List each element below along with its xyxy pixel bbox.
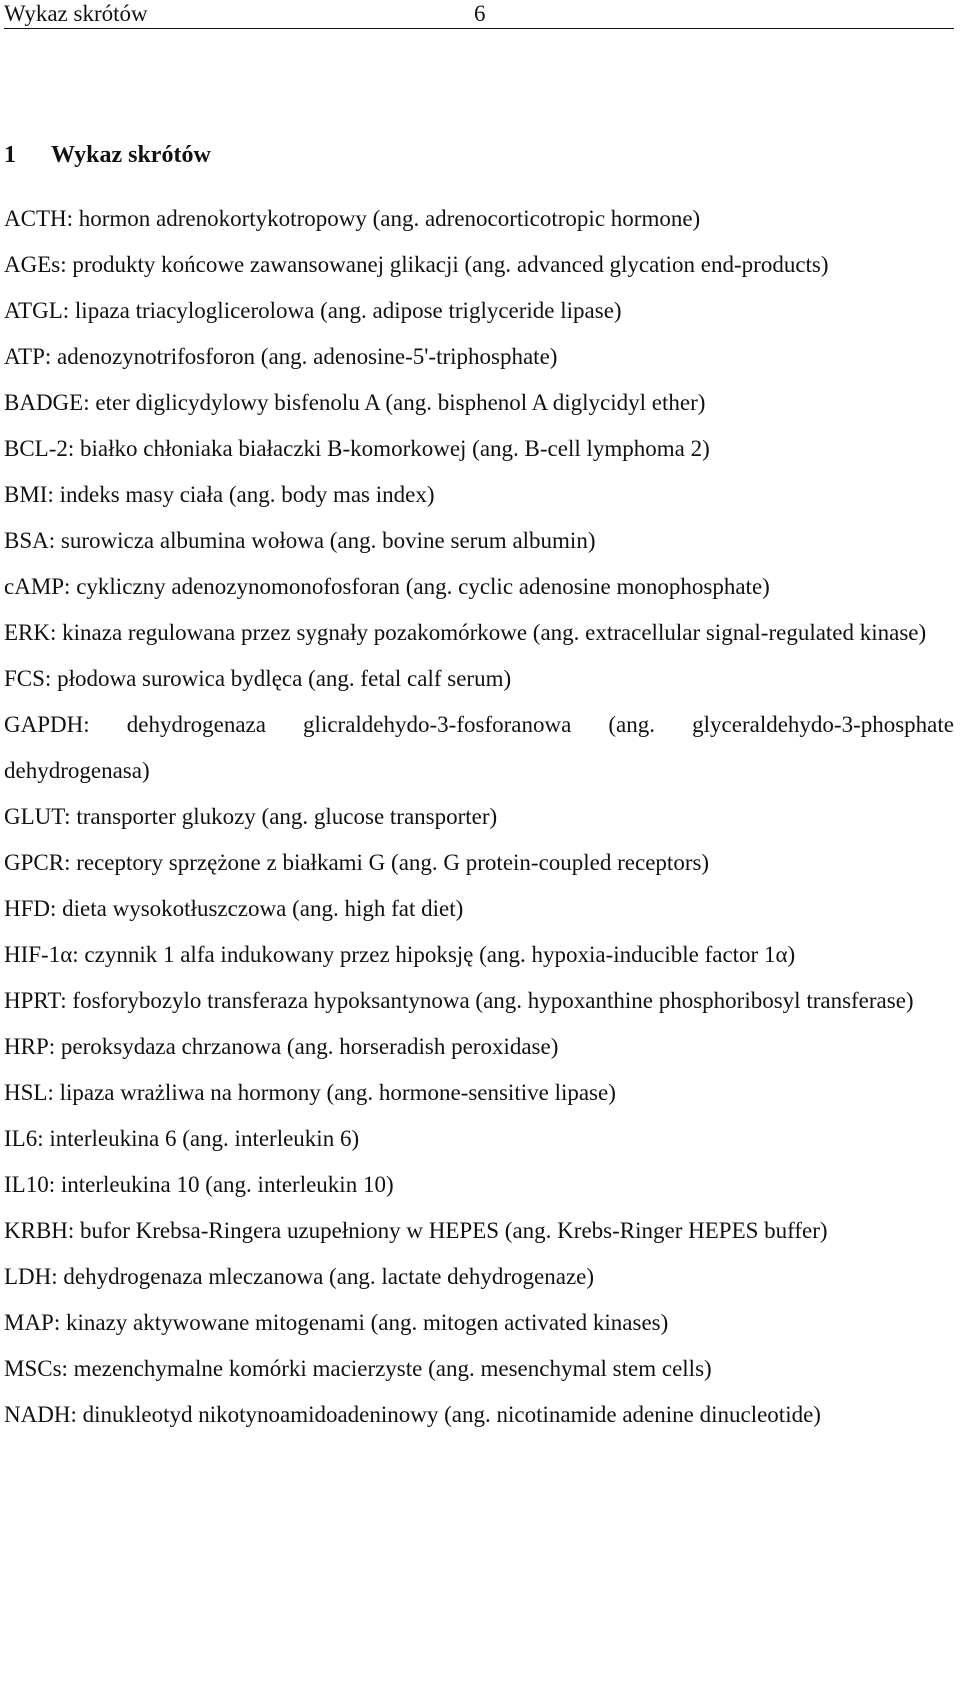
abbreviation-entry-il10: IL10: interleukina 10 (ang. interleukin 10) — [4, 1172, 394, 1197]
abbreviation-entry-gapdh: GAPDH: dehydrogenaza glicraldehydo-3-fosforanowa (ang. glyceraldehydo-3-phosphate dehydrogenasa) — [4, 712, 954, 783]
abbreviations-list — [4, 196, 954, 1438]
running-header — [4, 0, 954, 29]
abbreviation-entry-badge: BADGE: eter diglicydylowy bisfenolu A (ang. bisphenol A diglycidyl ether) — [4, 390, 706, 415]
abbreviation-entry-il6: IL6: interleukina 6 (ang. interleukin 6) — [4, 1126, 360, 1151]
abbreviation-entry-hfd: HFD: dieta wysokotłuszczowa (ang. high fat diet) — [4, 896, 464, 921]
abbreviation-entry-ages: AGEs: produkty końcowe zawansowanej glikacji (ang. advanced glycation end-products) — [4, 252, 829, 277]
abbreviation-entry-gpcr: GPCR: receptory sprzężone z białkami G (ang. G protein-coupled receptors) — [4, 850, 710, 875]
abbreviation-entry-atgl: ATGL: lipaza triacyloglicerolowa (ang. adipose triglyceride lipase) — [4, 298, 622, 323]
abbreviation-entry-acth: ACTH: hormon adrenokortykotropowy (ang. adrenocorticotropic hormone) — [4, 206, 701, 231]
abbreviation-entry-bmi: BMI: indeks masy ciała (ang. body mas index) — [4, 482, 435, 507]
abbreviation-entry-atp: ATP: adenozynotrifosforon (ang. adenosine-5'-triphosphate) — [4, 344, 558, 369]
abbreviation-entry-krbh: KRBH: bufor Krebsa-Ringera uzupełniony w HEPES (ang. Krebs-Ringer HEPES buffer) — [4, 1218, 828, 1243]
abbreviation-entry-hsl: HSL: lipaza wrażliwa na hormony (ang. hormone-sensitive lipase) — [4, 1080, 616, 1105]
page-number: 6 — [474, 1, 486, 26]
abbreviation-entry-fcs: FCS: płodowa surowica bydlęca (ang. fetal calf serum) — [4, 666, 512, 691]
abbreviation-entry-hprt: HPRT: fosforybozylo transferaza hypoksantynowa (ang. hypoxanthine phosphoribosyl transferase) — [4, 988, 914, 1013]
abbreviation-entry-ldh: LDH: dehydrogenaza mleczanowa (ang. lactate dehydrogenaze) — [4, 1264, 595, 1289]
abbreviation-entry-map: MAP: kinazy aktywowane mitogenami (ang. mitogen activated kinases) — [4, 1310, 669, 1335]
abbreviation-entry-erk: ERK: kinaza regulowana przez sygnały pozakomórkowe (ang. extracellular signal-regulated kinase) — [4, 620, 927, 645]
abbreviation-entry-glut: GLUT: transporter glukozy (ang. glucose transporter) — [4, 804, 498, 829]
section-number: 1 — [4, 142, 16, 168]
header-title: Wykaz skrótów — [4, 1, 148, 26]
abbreviation-entry-hif-1a: HIF-1α: czynnik 1 alfa indukowany przez hipoksję (ang. hypoxia-inducible factor 1α) — [4, 942, 796, 967]
section-heading — [4, 140, 211, 170]
abbreviation-entry-nadh: NADH: dinukleotyd nikotynoamidoadeninowy (ang. nicotinamide adenine dinucleotide) — [4, 1402, 821, 1427]
abbreviation-entry-camp: cAMP: cykliczny adenozynomonofosforan (ang. cyclic adenosine monophosphate) — [4, 574, 770, 599]
abbreviation-entry-bsa: BSA: surowicza albumina wołowa (ang. bovine serum albumin) — [4, 528, 596, 553]
abbreviation-entry-hrp: HRP: peroksydaza chrzanowa (ang. horseradish peroxidase) — [4, 1034, 559, 1059]
abbreviation-entry-mscs: MSCs: mezenchymalne komórki macierzyste (ang. mesenchymal stem cells) — [4, 1356, 712, 1381]
section-title: Wykaz skrótów — [51, 142, 211, 168]
abbreviation-entry-bcl-2: BCL-2: białko chłoniaka białaczki B-komorkowej (ang. B-cell lymphoma 2) — [4, 436, 710, 461]
